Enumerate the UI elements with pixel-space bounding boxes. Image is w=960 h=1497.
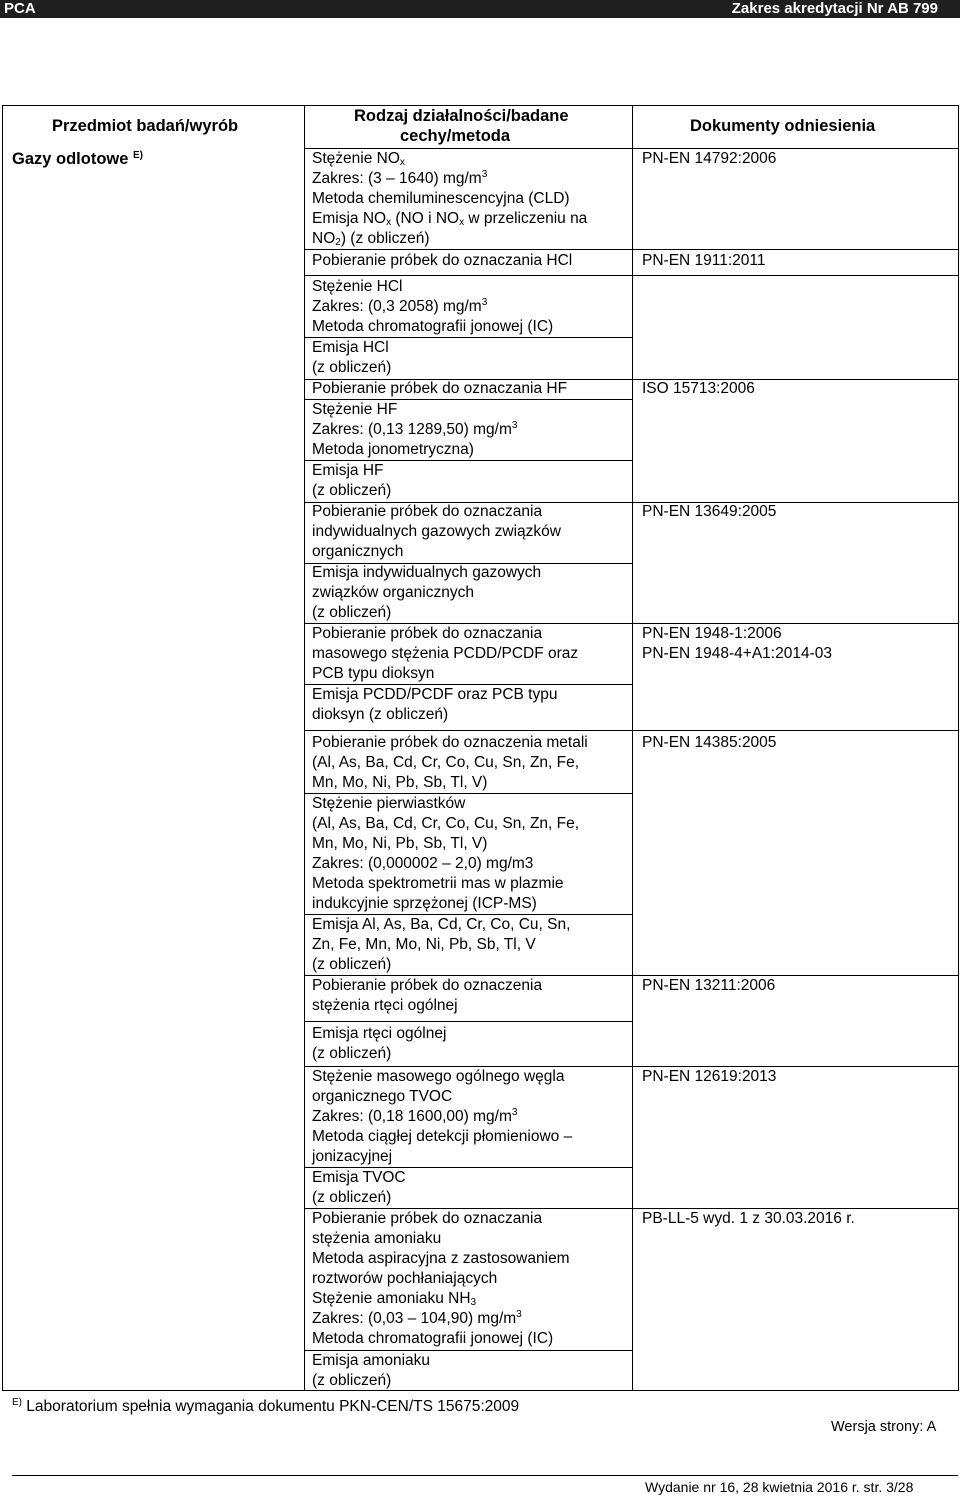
subscript: x xyxy=(459,217,465,228)
method-line xyxy=(312,229,430,249)
col-header-subject: Przedmiot badań/wyrób xyxy=(52,117,239,135)
col-header-documents: Dokumenty odniesienia xyxy=(690,117,876,135)
method-line: Metoda chemiluminescencyjna (CLD) xyxy=(312,190,570,207)
method-line: (z obliczeń) xyxy=(312,359,392,376)
superscript: 3 xyxy=(481,297,488,308)
method-line: Zn, Fe, Mn, Mo, Ni, Pb, Sb, Tl, V xyxy=(312,936,536,953)
method-line xyxy=(312,297,487,317)
method-line: Stężenie HF xyxy=(312,401,398,418)
subscript: x xyxy=(399,157,405,168)
text: NO xyxy=(312,230,336,247)
method-line: Mn, Mo, Ni, Pb, Sb, Tl, V) xyxy=(312,774,488,791)
method-line: Pobieranie próbek do oznaczania HF xyxy=(312,380,568,397)
reference-document: PN-EN 12619:2013 xyxy=(642,1068,777,1085)
row-divider xyxy=(304,1021,632,1022)
method-line: Pobieranie próbek do oznaczenia xyxy=(312,977,543,994)
header-org: PCA xyxy=(4,0,36,17)
method-line: stężenia amoniaku xyxy=(312,1230,442,1247)
method-line: PCB typu dioksyn xyxy=(312,665,435,682)
reference-document: PN-EN 13211:2006 xyxy=(642,977,776,994)
subject-text: Gazy odlotowe xyxy=(12,150,134,168)
text: ) (z obliczeń) xyxy=(340,230,430,247)
page-header xyxy=(0,0,960,18)
text: Zakres: (0,18 1600,00) mg/m xyxy=(312,1108,512,1125)
reference-document: PN-EN 1948-1:2006 xyxy=(642,625,782,642)
method-line xyxy=(312,1309,522,1329)
method-line: (z obliczeń) xyxy=(312,956,392,973)
method-line: Pobieranie próbek do oznaczania xyxy=(312,503,543,520)
method-line: Stężenie HCl xyxy=(312,278,403,295)
method-line: Metoda aspiracyjna z zastosowaniem xyxy=(312,1250,570,1267)
text: Stężenie NO xyxy=(312,150,400,167)
method-line: dioksyn (z obliczeń) xyxy=(312,706,449,723)
row-divider xyxy=(304,730,959,731)
table-left-border xyxy=(2,105,3,1391)
superscript: 3 xyxy=(481,169,488,180)
method-line: Pobieranie próbek do oznaczenia metali xyxy=(312,734,588,751)
method-line: Emisja PCDD/PCDF oraz PCB typu xyxy=(312,686,558,703)
method-line xyxy=(312,149,405,169)
superscript: 3 xyxy=(516,1309,522,1320)
subscript: 2 xyxy=(335,237,341,248)
subscript: x xyxy=(386,217,392,228)
reference-document: PN-EN 13649:2005 xyxy=(642,503,777,520)
reference-document: PN-EN 14385:2005 xyxy=(642,734,777,751)
text: w przeliczeniu na xyxy=(464,210,588,227)
method-line xyxy=(312,209,587,229)
footnote-text: Laboratorium spełnia wymagania dokumentu PKN-CEN/TS 15675:2009 xyxy=(22,1398,520,1415)
method-line: Zakres: (0,000002 – 2,0) mg/m3 xyxy=(312,855,534,872)
method-line: indywidualnych gazowych związków xyxy=(312,523,561,540)
method-line: Emisja Al, As, Ba, Cd, Cr, Co, Cu, Sn, xyxy=(312,916,571,933)
method-line: jonizacyjnej xyxy=(312,1148,393,1165)
page-footer: Wydanie nr 16, 28 kwietnia 2016 r. str. 3/28 xyxy=(645,1479,914,1495)
footer-rule xyxy=(12,1475,958,1476)
column-divider xyxy=(304,105,305,1391)
method-line: Metoda jonometryczna) xyxy=(312,441,474,458)
method-line: organicznych xyxy=(312,543,404,560)
text: Zakres: (0,03 – 104,90) mg/m xyxy=(312,1310,517,1327)
method-line: (Al, As, Ba, Cd, Cr, Co, Cu, Sn, Zn, Fe, xyxy=(312,815,580,832)
reference-document: ISO 15713:2006 xyxy=(642,380,755,397)
method-line: Pobieranie próbek do oznaczania xyxy=(312,625,543,642)
method-line: Emisja HF xyxy=(312,462,384,479)
method-line: Emisja rtęci ogólnej xyxy=(312,1025,447,1042)
method-line: indukcyjnie sprzężonej (ICP-MS) xyxy=(312,895,537,912)
text: Zakres: (3 – 1640) mg/m xyxy=(312,170,482,187)
method-line: Pobieranie próbek do oznaczania HCl xyxy=(312,252,573,269)
page-version: Wersja strony: A xyxy=(831,1419,937,1435)
col-header-method-line2: cechy/metoda xyxy=(400,127,511,145)
method-line xyxy=(312,1107,517,1127)
method-line: Metoda ciągłej detekcji płomieniowo – xyxy=(312,1128,573,1145)
method-line: roztworów pochłaniających xyxy=(312,1270,498,1287)
method-line: Emisja TVOC xyxy=(312,1169,406,1186)
subscript: 3 xyxy=(470,1297,477,1308)
method-line: Pobieranie próbek do oznaczania xyxy=(312,1210,543,1227)
text: Zakres: (0,13 1289,50) mg/m xyxy=(312,421,512,438)
method-line: (z obliczeń) xyxy=(312,1189,392,1206)
superscript: 3 xyxy=(511,1107,518,1118)
method-line xyxy=(312,169,487,189)
reference-document: PB-LL-5 wyd. 1 z 30.03.2016 r. xyxy=(642,1210,855,1227)
reference-document: PN-EN 1911:2011 xyxy=(642,252,766,269)
method-line: Emisja amoniaku xyxy=(312,1352,431,1369)
method-line: Stężenie pierwiastków xyxy=(312,795,466,812)
method-line: Metoda spektrometrii mas w plazmie xyxy=(312,875,564,892)
method-line: organicznego TVOC xyxy=(312,1088,453,1105)
method-line xyxy=(312,420,517,440)
col-header-method-line1: Rodzaj działalności/badane xyxy=(354,107,569,125)
table-right-border xyxy=(958,105,959,1391)
text: Zakres: (0,3 2058) mg/m xyxy=(312,298,482,315)
reference-document: PN-EN 14792:2006 xyxy=(642,150,777,167)
subject-footnote-mark: E) xyxy=(133,150,144,161)
method-line: stężenia rtęci ogólnej xyxy=(312,997,458,1014)
method-line: (Al, As, Ba, Cd, Cr, Co, Cu, Sn, Zn, Fe, xyxy=(312,754,580,771)
text: (NO i NO xyxy=(391,210,460,227)
method-line: Emisja HCl xyxy=(312,339,389,356)
method-line: (z obliczeń) xyxy=(312,1372,392,1389)
superscript: 3 xyxy=(511,420,518,431)
footnote xyxy=(12,1397,519,1417)
reference-document: PN-EN 1948-4+A1:2014-03 xyxy=(642,645,832,662)
text: Emisja NO xyxy=(312,210,387,227)
method-line: Metoda chromatografii jonowej (IC) xyxy=(312,318,554,335)
method-line: (z obliczeń) xyxy=(312,1045,392,1062)
footnote-mark: E) xyxy=(12,1397,22,1408)
method-line: związków organicznych xyxy=(312,584,474,601)
method-line: Metoda chromatografii jonowej (IC) xyxy=(312,1330,554,1347)
row-divider xyxy=(304,275,959,276)
text: Stężenie amoniaku NH xyxy=(312,1290,471,1307)
method-line xyxy=(312,1289,476,1309)
method-line: (z obliczeń) xyxy=(312,604,392,621)
method-line: (z obliczeń) xyxy=(312,482,392,499)
table-bottom-border xyxy=(2,1390,959,1391)
method-line: masowego stężenia PCDD/PCDF oraz xyxy=(312,645,579,662)
subject-label xyxy=(12,149,143,169)
method-line: Stężenie masowego ogólnego węgla xyxy=(312,1068,565,1085)
header-scope: Zakres akredytacji Nr AB 799 xyxy=(731,0,938,17)
column-divider xyxy=(632,105,633,1391)
method-line: Emisja indywidualnych gazowych xyxy=(312,564,542,581)
method-line: Mn, Mo, Ni, Pb, Sb, Tl, V) xyxy=(312,835,488,852)
